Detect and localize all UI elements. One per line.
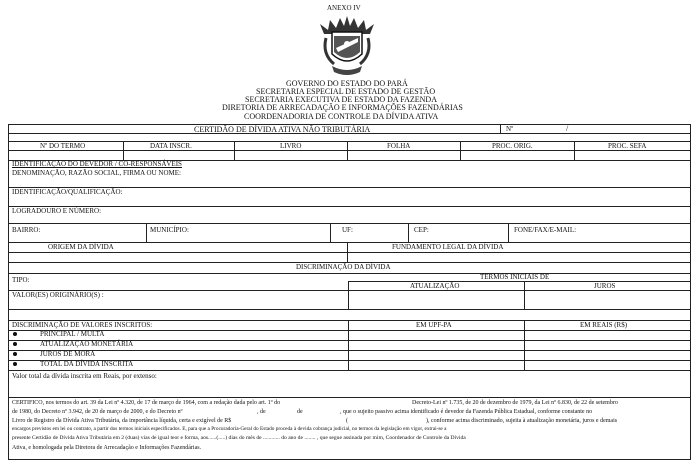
col-page: FOLHA (387, 142, 411, 150)
header-line-5: COORDENADORIA DE CONTROLE DA DÍVIDA ATIVA (244, 112, 439, 121)
footer-line-3a: Livro de Registro da Dívida Ativa Tributária, da importância líquida, certa e exigível de R$ (12, 418, 232, 424)
district-label: BAIRRO: (12, 226, 41, 234)
row-monetary-update: ATUALIZAÇÃO MONETÁRIA (40, 340, 134, 348)
contact-label: FONE/FAX/E-MAIL: (514, 226, 577, 234)
original-values-label: VALOR(ES) ORIGINÁRIO(S) : (12, 291, 104, 299)
zip-label: CEP: (414, 226, 429, 234)
header-line-2: SECRETARIA ESPECIAL DE ESTADO DE GESTÃO (256, 87, 436, 96)
footer-line-5: presente Certidão de Dívida Ativa Tributária em 2 (duas) vias de igual teor e forma, aos......(.....) dias do mês de ............ do ano de ........ , que segue assinada por mim, Coordenador de Controle da Dívida (12, 435, 466, 441)
col-proc-orig: PROC. ORIG. (492, 142, 533, 150)
footer-line-2b: , de (257, 409, 266, 415)
col-book: LIVRO (280, 142, 302, 150)
state-label: UF: (342, 226, 353, 234)
header-line-3: SECRETARIA EXECUTIVA DE ESTADO DA FAZENDA (245, 95, 437, 104)
qualification-label: IDENTIFICAÇÃO/QUALIFICAÇÃO: (12, 188, 123, 196)
values-table-title: DISCRIMINAÇÃO DE VALORES INSCRITOS: (12, 321, 153, 329)
header-line-4: DIRETORIA DE ARRECADAÇÃO E INFORMAÇÕES FAZENDÁRIAS (222, 103, 463, 112)
annex-label: ANEXO IV (327, 4, 361, 12)
footer-line-4: encargos previstos em lei ou contrato, a partir dos termos iniciais especificados. E, para que a Procuradoria-Geral do Estado proceda à devida cobrança judicial, no termos da legislação em vigor, extrai-se a (12, 426, 447, 432)
row-principal-fine: PRINCIPAL / MULTA (40, 330, 105, 338)
footer-line-3b: ( (346, 418, 348, 424)
discrimination-title: DISCRIMINAÇÃO DA DÍVIDA (296, 263, 391, 271)
debtor-name-label: DENOMINAÇÃO, RAZÃO SOCIAL, FIRMA OU NOME: (12, 169, 181, 177)
update-label: ATUALIZAÇÃO (410, 282, 460, 290)
col-proc-sefa: PROC. SEFA (608, 142, 647, 150)
legal-basis-label: FUNDAMENTO LEGAL DA DÍVIDA (392, 243, 504, 251)
footer-line-2d: , que o sujeito passivo acima identificado é devedor da Fazenda Pública Estadual, conforme constante no (340, 409, 593, 415)
debt-origin-label: ORIGEM DA DÍVIDA (48, 243, 114, 251)
col-upf-pa: EM UPF-PA (416, 321, 452, 329)
footer-line-2a: de 1980, do Decreto nº 3.942, de 20 de março de 2000, e do Decreto nº (12, 409, 183, 415)
interest-label: JUROS (594, 282, 616, 290)
debtor-section-title: IDENTIFICAÇÃO DO DEVEDOR / CO-RESPONSÁVEIS (12, 160, 182, 168)
city-label: MUNICÍPIO: (150, 226, 189, 234)
certificate-number-label: Nº (506, 125, 514, 133)
street-label: LOGRADOURO E NÚMERO: (12, 207, 102, 215)
row-total-debt: TOTAL DA DÍVIDA INSCRITA (40, 360, 134, 368)
col-inscription-date: DATA INSCR. (150, 142, 192, 150)
total-in-words-label: Valor total da dívida inscrita em Reais, por extenso: (12, 372, 157, 380)
footer-line-3c: ), conforme acima discriminado, sujeita à atualização monetária, juros e demais (426, 418, 618, 424)
footer-line-6: Ativa, e homologada pela Diretora de Arrecadação e Informações Fazendárias. (12, 445, 202, 451)
certificate-title: CERTIDÃO DE DÍVIDA ATIVA NÃO TRIBUTÁRIA (194, 125, 371, 134)
row-late-interest: JUROS DE MORA (40, 350, 96, 358)
header-line-1: GOVERNO DO ESTADO DO PARÁ (286, 79, 408, 88)
col-term-number: Nº DO TERMO (40, 142, 86, 150)
footer-line-1b: Decreto-Lei nº 1.735, de 20 de dezembro de 1979, da Lei nº 6.830, de 22 de setembro (412, 400, 618, 406)
footer-line-2c: de (297, 409, 303, 415)
col-brl: EM REAIS (R$) (580, 321, 628, 329)
initial-terms-label: TERMOS INICIAIS DE (480, 273, 550, 281)
coat-of-arms-icon (318, 14, 376, 78)
footer-line-1a: CERTIFICO, nos termos do art. 39 da Lei nº 4.320, de 17 de março de 1964, com a redação dada pelo art. 1º do (12, 400, 281, 406)
type-label: TIPO: (12, 276, 30, 284)
certificate-number-slash: / (566, 124, 569, 133)
